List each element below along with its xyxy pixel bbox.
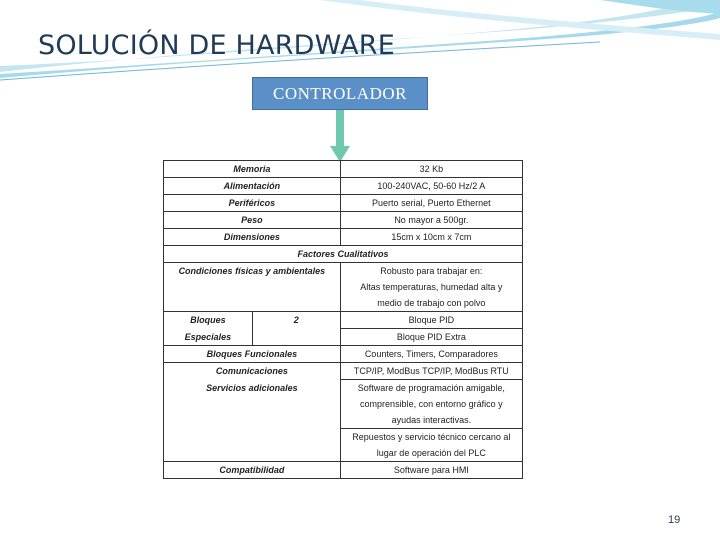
table-row [164, 263, 523, 280]
table-row [164, 346, 523, 363]
special-block-value: Bloque PID [340, 312, 522, 329]
controller-badge: CONTROLADOR [252, 77, 428, 110]
table-row [164, 380, 523, 397]
slide-title: SOLUCIÓN DE HARDWARE [38, 30, 395, 61]
conditions-label: Condiciones físicas y ambientales [164, 263, 341, 312]
dimensions-label: Dimensiones [164, 229, 341, 246]
peripherals-value: Puerto serial, Puerto Ethernet [340, 195, 522, 212]
weight-label: Peso [164, 212, 341, 229]
qualitative-factors-header: Factores Cualitativos [164, 246, 523, 263]
table-row [164, 178, 523, 195]
table-row [164, 195, 523, 212]
compatibility-label: Compatibilidad [164, 462, 341, 479]
power-value: 100-240VAC, 50-60 Hz/2 A [340, 178, 522, 195]
functional-blocks-label: Bloques Funcionales [164, 346, 341, 363]
functional-blocks-value: Counters, Timers, Comparadores [340, 346, 522, 363]
weight-value: No mayor a 500gr. [340, 212, 522, 229]
additional-services-label: Servicios adicionales [164, 380, 341, 462]
services-value-line: ayudas interactivas. [340, 412, 522, 429]
communications-value: TCP/IP, ModBus TCP/IP, ModBus RTU [340, 363, 522, 380]
conditions-value-line: medio de trabajo con polvo [340, 295, 522, 312]
services-value-line: comprensible, con entorno gráfico y [340, 396, 522, 412]
conditions-value-line: Robusto para trabajar en: [340, 263, 522, 280]
table-row [164, 212, 523, 229]
power-label: Alimentación [164, 178, 341, 195]
services-value-line: Software de programación amigable, [340, 380, 522, 397]
table-row [164, 312, 523, 329]
services-value-line: Repuestos y servicio técnico cercano al [340, 429, 522, 446]
table-row [164, 161, 523, 178]
memory-label: Memoria [164, 161, 341, 178]
memory-value: 32 Kb [340, 161, 522, 178]
compatibility-value: Software para HMI [340, 462, 522, 479]
services-value-line: lugar de operación del PLC [340, 445, 522, 462]
table-row [164, 329, 523, 346]
table-row [164, 363, 523, 380]
table-row [164, 246, 523, 263]
down-arrow-icon [330, 110, 350, 162]
communications-label: Comunicaciones [164, 363, 341, 380]
table-row [164, 229, 523, 246]
special-blocks-label: Bloques [164, 312, 253, 329]
special-blocks-label-2: Especiales [164, 329, 253, 346]
special-block-value: Bloque PID Extra [340, 329, 522, 346]
controller-spec-table [163, 160, 523, 479]
conditions-value-line: Altas temperaturas, humedad alta y [340, 279, 522, 295]
page-number: 19 [668, 514, 681, 526]
peripherals-label: Periféricos [164, 195, 341, 212]
special-blocks-count: 2 [252, 312, 340, 346]
dimensions-value: 15cm x 10cm x 7cm [340, 229, 522, 246]
table-row [164, 462, 523, 479]
